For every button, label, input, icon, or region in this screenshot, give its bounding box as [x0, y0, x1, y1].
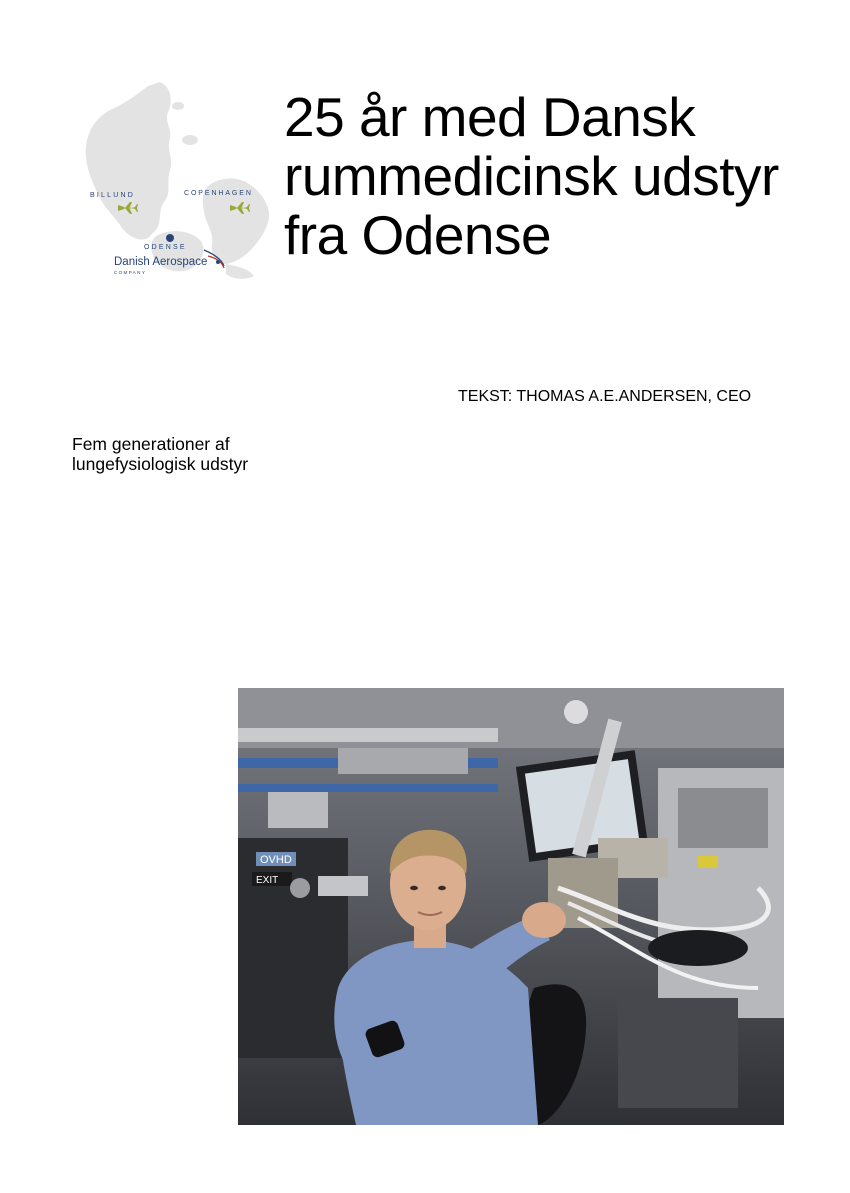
- company-sub: COMPANY: [114, 270, 147, 275]
- byline: TEKST: THOMAS A.E.ANDERSEN, CEO: [458, 388, 752, 405]
- subtitle: [72, 434, 248, 474]
- subtitle-line-2: lungefysiologisk udstyr: [72, 454, 249, 474]
- page-title: [284, 88, 844, 265]
- city-label-copenhagen: COPENHAGEN: [184, 190, 253, 197]
- astronaut-photo: [238, 688, 784, 1125]
- subtitle-line-1: Fem generationer af: [72, 434, 230, 454]
- danish-aerospace-logo: [78, 78, 278, 283]
- title-line-3: fra Odense: [284, 204, 552, 266]
- company-name: Danish Aerospace: [114, 256, 208, 268]
- city-label-odense: ODENSE: [144, 244, 187, 251]
- ovhd-sign: OVHD: [260, 854, 292, 866]
- title-line-1: 25 år med Dansk: [284, 86, 696, 148]
- title-line-2: rummedicinsk udstyr: [284, 145, 779, 207]
- city-label-billund: BILLUND: [90, 192, 135, 199]
- denmark-map-icon: [78, 78, 278, 283]
- exit-sign: EXIT: [256, 875, 279, 886]
